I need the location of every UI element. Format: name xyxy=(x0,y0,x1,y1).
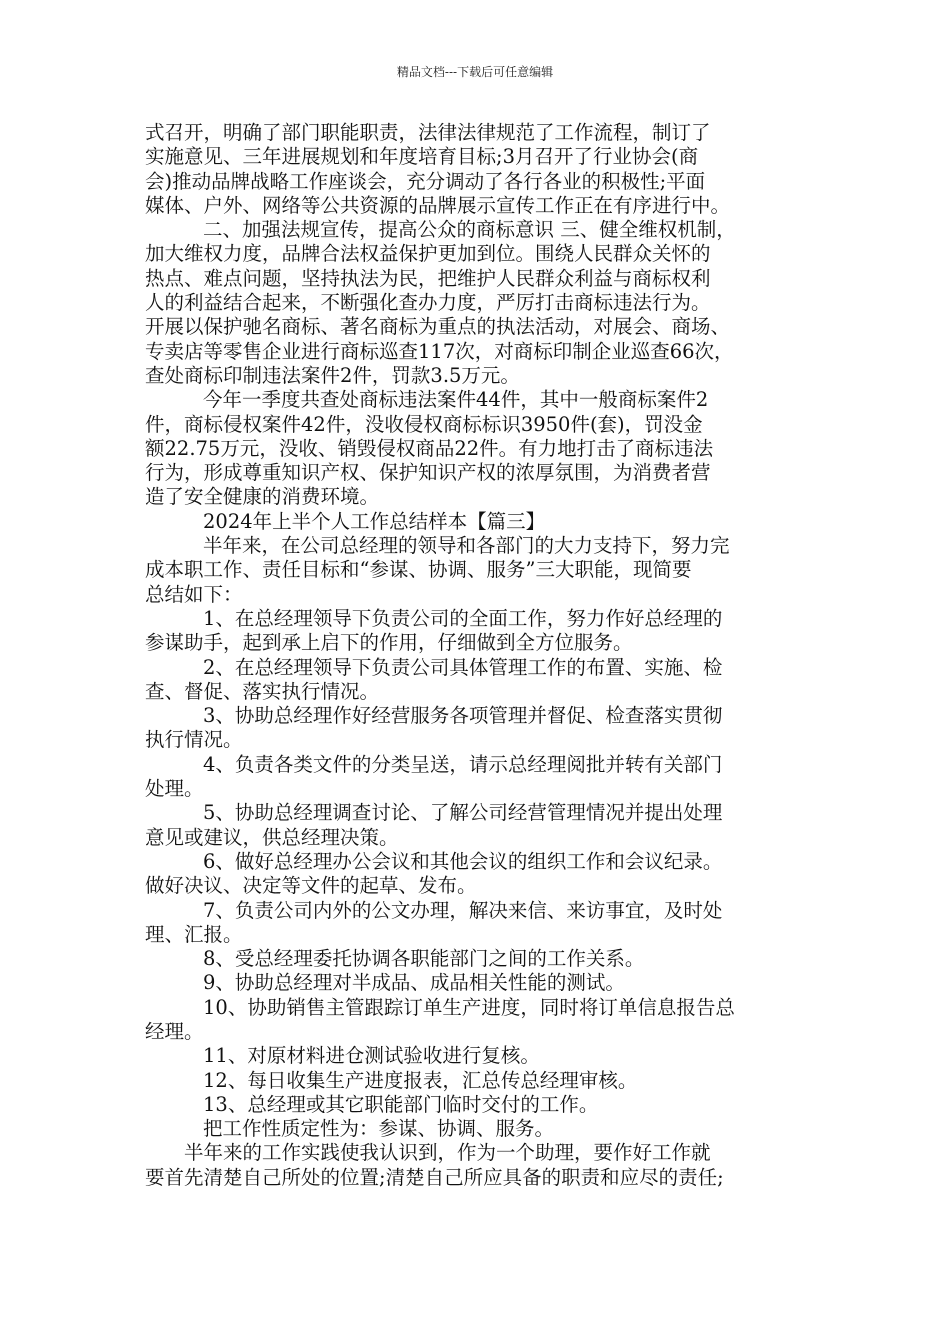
text-line: 造了安全健康的消费环境。 xyxy=(145,485,380,509)
text-line: 处理。 xyxy=(145,777,204,801)
text-line: 加大维权力度，品牌合法权益保护更加到位。围绕人民群众关怀的 xyxy=(145,242,711,266)
text-line: 半年来的工作实践使我认识到，作为一个助理，要作好工作就 xyxy=(184,1141,711,1165)
text-line: 媒体、户外、网络等公共资源的品牌展示宣传工作正在有序进行中。 xyxy=(145,193,731,217)
text-line: 9、协助总经理对半成品、成品相关性能的测试。 xyxy=(203,971,625,995)
text-line: 半年来，在公司总经理的领导和各部门的大力支持下，努力完 xyxy=(203,534,730,558)
text-line: 1、在总经理领导下负责公司的全面工作，努力作好总经理的 xyxy=(203,606,723,630)
text-line: 人的利益结合起来，不断强化查办力度，严厉打击商标违法行为。 xyxy=(145,291,711,315)
text-line: 4、负责各类文件的分类呈送，请示总经理阅批并转有关部门 xyxy=(203,752,723,776)
text-line: 查处商标印制违法案件2件，罚款3.5万元。 xyxy=(145,363,520,387)
text-line: 行为，形成尊重知识产权、保护知识产权的浓厚氛围，为消费者营 xyxy=(145,461,711,485)
text-line: 件，商标侵权案件42件，没收侵权商标标识3950件(套)，罚没金 xyxy=(145,412,703,436)
text-line: 10、协助销售主管跟踪订单生产进度，同时将订单信息报告总 xyxy=(203,995,735,1019)
text-line: 成本职工作、责任目标和“参谋、协调、服务”三大职能，现简要 xyxy=(145,558,692,582)
text-line: 2、在总经理领导下负责公司具体管理工作的布置、实施、检 xyxy=(203,655,723,679)
text-line: 7、负责公司内外的公文办理，解决来信、来访事宜，及时处 xyxy=(203,898,723,922)
text-line: 总结如下： xyxy=(145,582,243,606)
text-line: 专卖店等零售企业进行商标巡查117次，对商标印制企业巡查66次， xyxy=(145,339,734,363)
text-line: 5、协助总经理调查讨论、了解公司经营管理情况并提出处理 xyxy=(203,801,723,825)
text-line: 参谋助手，起到承上启下的作用，仔细做到全方位服务。 xyxy=(145,631,633,655)
text-line: 12、每日收集生产进度报表，汇总传总经理审核。 xyxy=(203,1068,638,1092)
text-line: 3、协助总经理作好经营服务各项管理并督促、检查落实贯彻 xyxy=(203,704,723,728)
text-line: 做好决议、决定等文件的起草、发布。 xyxy=(145,874,477,898)
text-line: 6、做好总经理办公会议和其他会议的组织工作和会议纪录。 xyxy=(203,849,723,873)
text-line: 会)推动品牌战略工作座谈会，充分调动了各行各业的积极性;平面 xyxy=(145,169,706,193)
text-line: 查、督促、落实执行情况。 xyxy=(145,679,380,703)
text-line: 开展以保护驰名商标、著名商标为重点的执法活动，对展会、商场、 xyxy=(145,315,731,339)
text-line: 实施意见、三年进展规划和年度培育目标;3月召开了行业协会(商 xyxy=(145,145,699,169)
text-line: 今年一季度共查处商标违法案件44件，其中一般商标案件2 xyxy=(203,388,709,412)
text-line: 把工作性质定性为：参谋、协调、服务。 xyxy=(203,1117,555,1141)
text-line: 热点、难点问题，坚持执法为民，把维护人民群众利益与商标权利 xyxy=(145,266,711,290)
text-line: 额22.75万元，没收、销毁侵权商品22件。有力地打击了商标违法 xyxy=(145,436,714,460)
text-line: 8、受总经理委托协调各职能部门之间的工作关系。 xyxy=(203,947,645,971)
document-body xyxy=(145,121,817,1190)
page-header: 精品文档---下载后可任意编辑 xyxy=(396,65,554,79)
text-line: 执行情况。 xyxy=(145,728,243,752)
text-line: 13、总经理或其它职能部门临时交付的工作。 xyxy=(203,1092,599,1116)
text-line: 要首先清楚自己所处的位置;清楚自己所应具备的职责和应尽的责任; xyxy=(145,1165,724,1189)
text-line: 11、对原材料进仓测试验收进行复核。 xyxy=(203,1044,540,1068)
text-line: 2024年上半个人工作总结样本【篇三】 xyxy=(203,509,546,533)
text-line: 二、加强法规宣传，提高公众的商标意识 三、健全维权机制， xyxy=(203,218,736,242)
text-line: 经理。 xyxy=(145,1019,204,1043)
text-line: 式召开，明确了部门职能职责，法律法律规范了工作流程，制订了 xyxy=(145,121,711,144)
text-line: 理、汇报。 xyxy=(145,922,243,946)
text-line: 意见或建议，供总经理决策。 xyxy=(145,825,399,849)
